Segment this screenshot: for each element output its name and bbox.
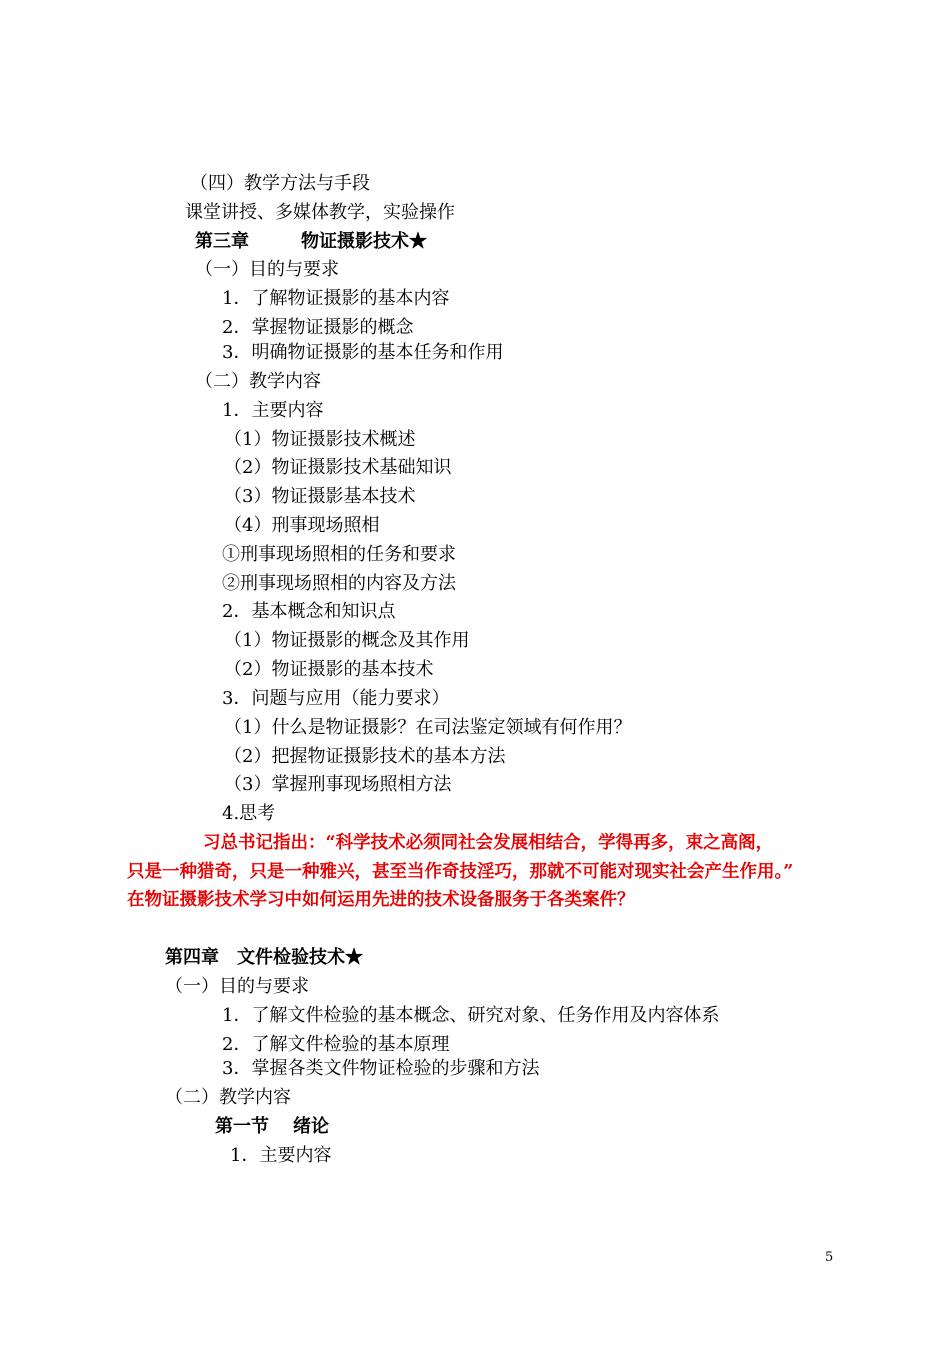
list-item: （4）刑事现场照相 [224,515,380,536]
list-item: 2．基本概念和知识点 [222,601,396,622]
quote-line-3: 在物证摄影技术学习中如何运用先进的技术设备服务于各类案件？ [127,890,635,910]
chapter-4-heading [165,946,363,970]
quote-line-1: 习总书记指出：“科学技术必须同社会发展相结合，学得再多，束之高阁， [203,833,774,853]
list-item: （1）物证摄影技术概述 [224,429,416,450]
chapter-4-title: 文件检验技术★ [237,947,363,968]
list-item: （2）物证摄影的基本技术 [224,659,434,680]
section-1-heading [215,1115,329,1139]
paragraph-methods: 课堂讲授、多媒体教学，实验操作 [185,202,455,223]
list-item: （1）物证摄影的概念及其作用 [224,630,470,651]
list-item: 2．了解文件检验的基本原理 [222,1034,450,1055]
list-item: 2．掌握物证摄影的概念 [222,317,414,338]
list-item: 1．主要内容 [222,400,324,421]
section-content: （二）教学内容 [165,1087,291,1108]
section-goals: （一）目的与要求 [165,976,309,997]
list-item: 3．问题与应用（能力要求） [222,688,450,709]
list-item: （2）物证摄影技术基础知识 [224,457,452,478]
chapter-4-number: 第四章 [165,947,219,968]
list-item: 3．掌握各类文件物证检验的步骤和方法 [222,1058,540,1079]
list-item: ①刑事现场照相的任务和要求 [222,544,456,565]
chapter-3-heading [195,230,427,254]
list-item: 4.思考 [222,803,276,824]
list-item: 1．主要内容 [230,1145,332,1166]
list-item: 3．明确物证摄影的基本任务和作用 [222,342,504,363]
section-1-title: 绪论 [293,1116,329,1137]
heading-teaching-methods: （四）教学方法与手段 [190,173,370,194]
page-number: 5 [825,1250,834,1265]
section-goals: （一）目的与要求 [195,259,339,280]
chapter-3-title: 物证摄影技术★ [301,231,427,252]
section-content: （二）教学内容 [195,371,321,392]
list-item: 1．了解物证摄影的基本内容 [222,288,450,309]
list-item: （2）把握物证摄影技术的基本方法 [224,746,506,767]
list-item: （3）掌握刑事现场照相方法 [224,774,452,795]
quote-line-2: 只是一种猎奇，只是一种雅兴，甚至当作奇技淫巧，那就不可能对现实社会产生作用。” [127,862,794,882]
list-item: 1．了解文件检验的基本概念、研究对象、任务作用及内容体系 [222,1005,720,1026]
list-item: （1）什么是物证摄影？在司法鉴定领域有何作用？ [224,717,632,738]
section-1-number: 第一节 [215,1116,269,1137]
chapter-3-number: 第三章 [195,231,249,252]
list-item: ②刑事现场照相的内容及方法 [222,573,456,594]
list-item: （3）物证摄影基本技术 [224,486,416,507]
